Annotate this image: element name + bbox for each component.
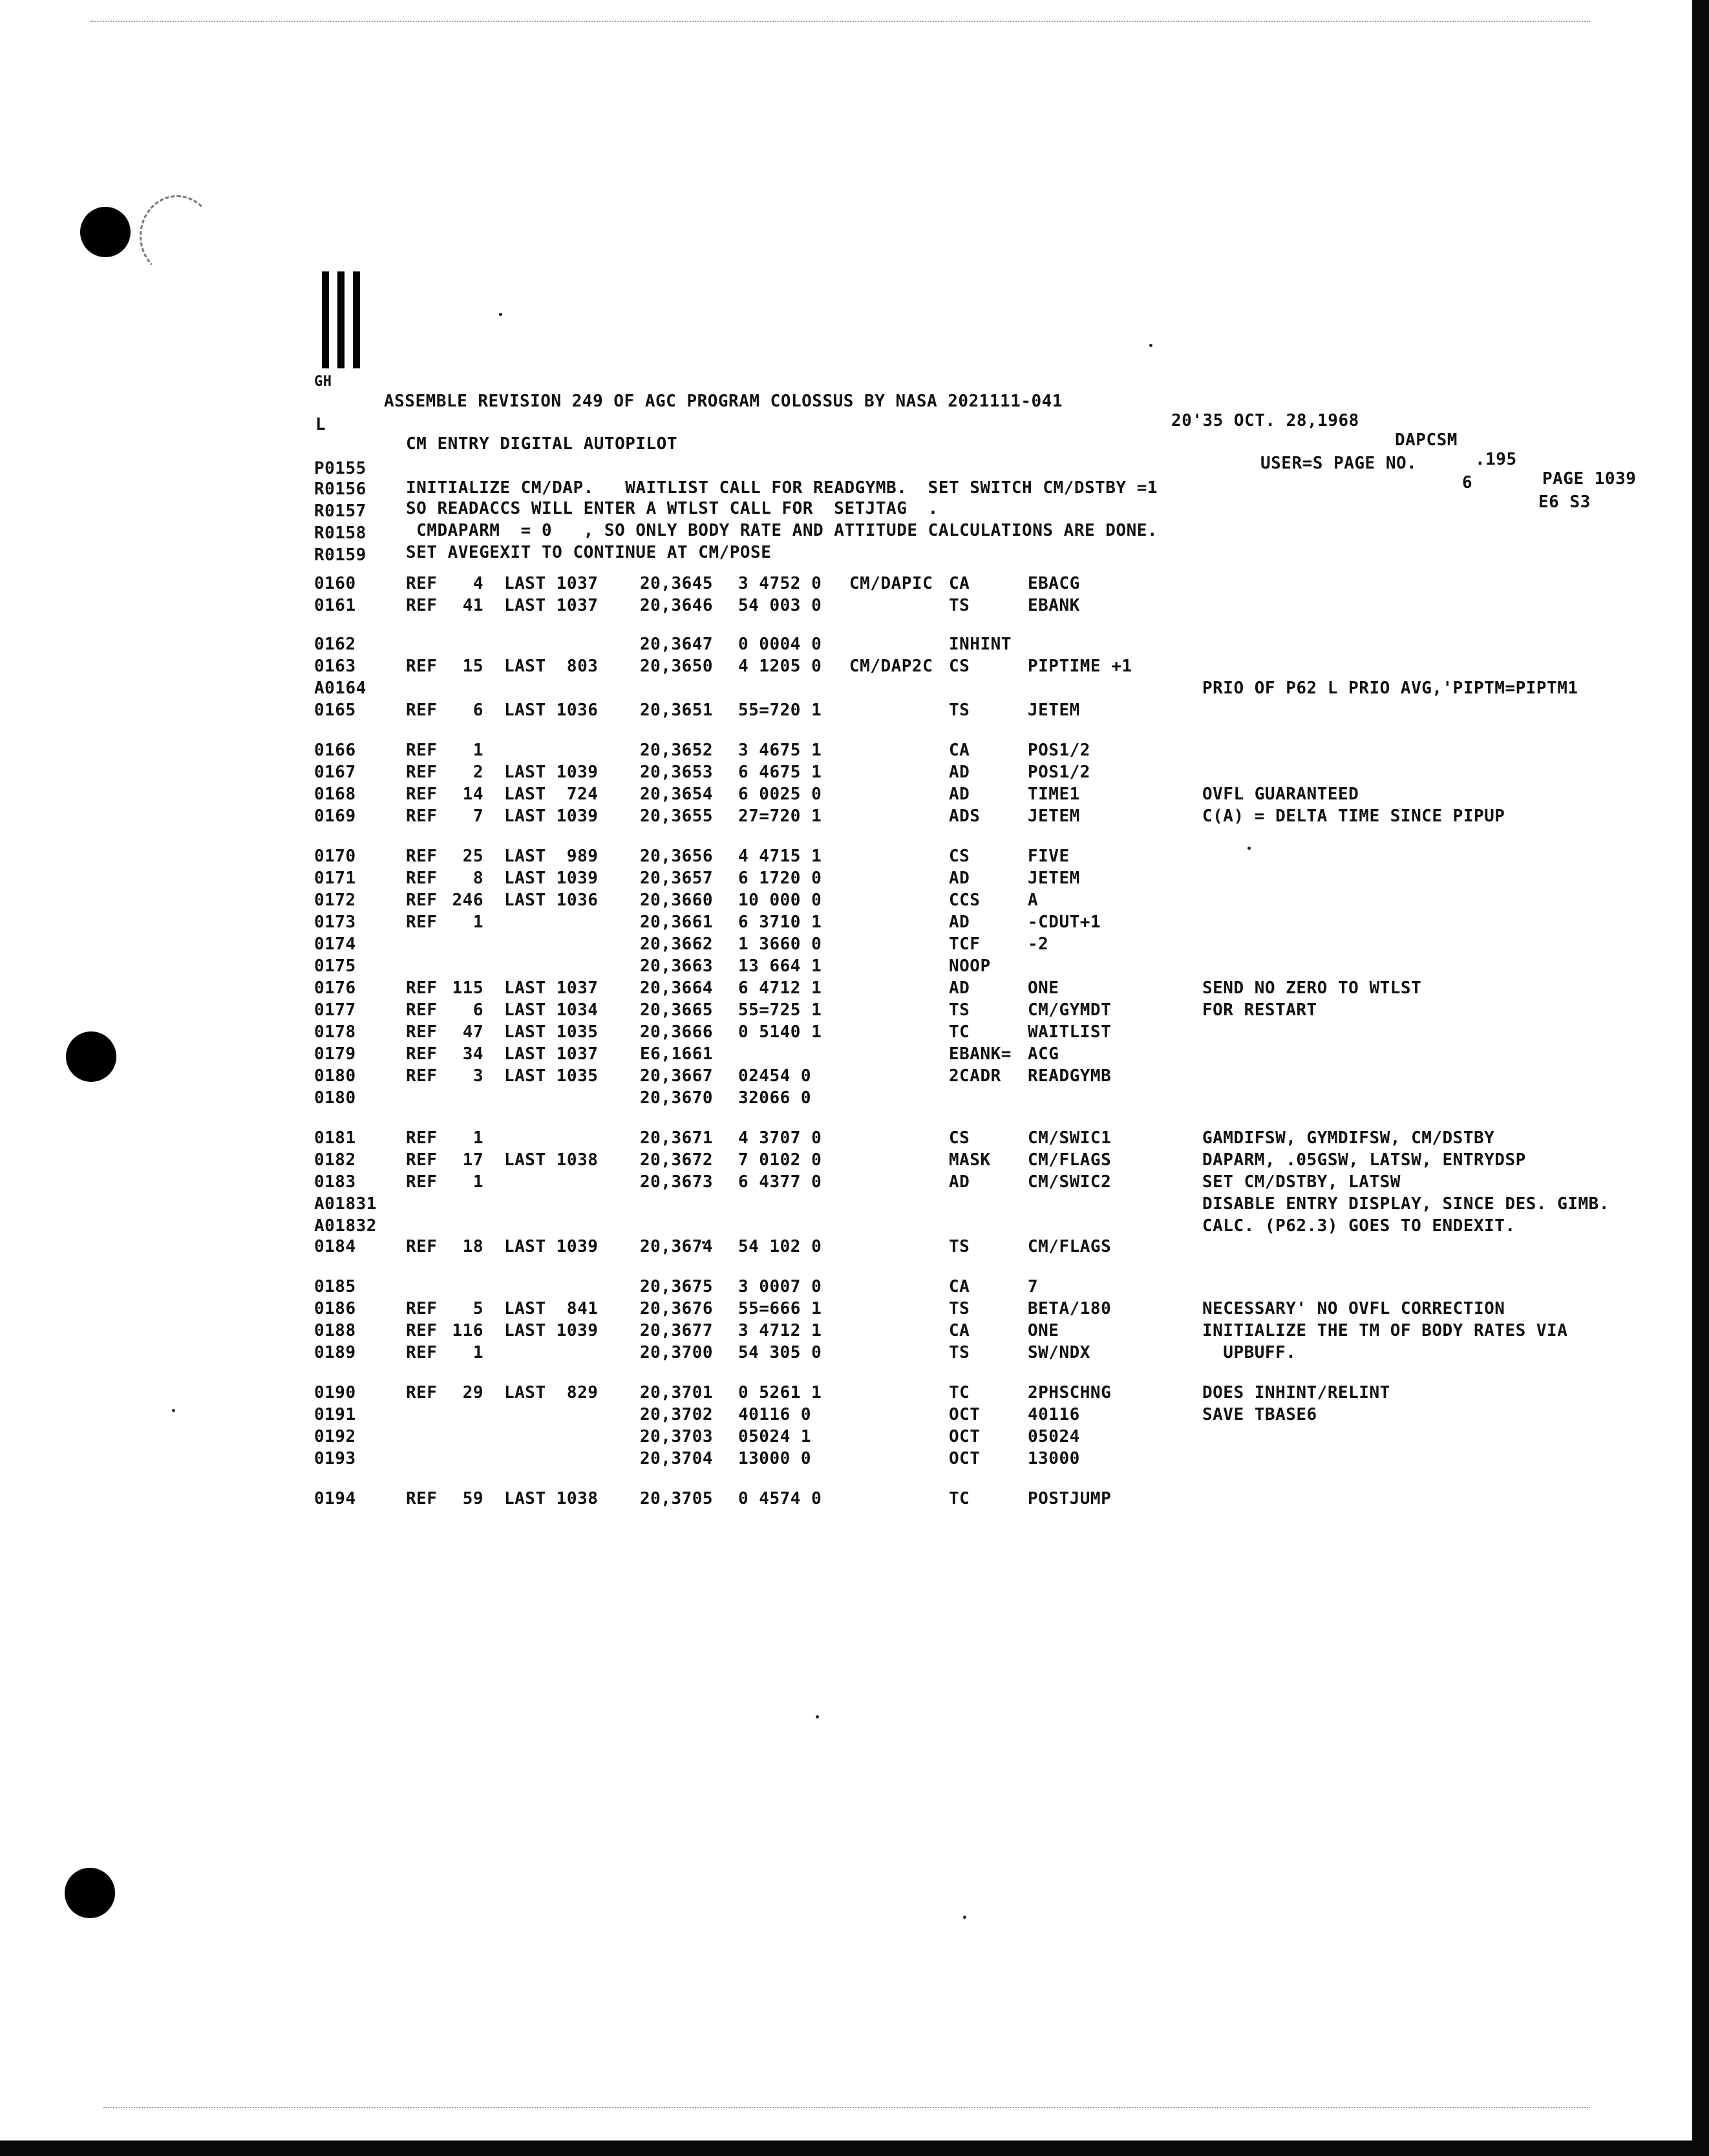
- line-number: 0172: [314, 891, 356, 910]
- octal-code: 32066 0: [738, 1088, 812, 1108]
- line-number: 0194: [314, 1489, 356, 1508]
- remark-text: SO READACCS WILL ENTER A WTLST CALL FOR SETJTAG .: [406, 499, 939, 518]
- line-number: A0164: [314, 679, 366, 698]
- opcode: AD: [949, 1172, 970, 1192]
- opcode: OCT: [949, 1449, 981, 1468]
- ref-count: 17: [462, 1150, 483, 1170]
- operand: JETEM: [1028, 701, 1080, 720]
- ref-label: REF: [406, 978, 438, 998]
- opcode: TC: [949, 1489, 970, 1508]
- header-mark: GH: [314, 374, 332, 390]
- operand: TIME1: [1028, 785, 1080, 804]
- line-number: 0186: [314, 1299, 356, 1318]
- line-number: 0160: [314, 574, 356, 593]
- opcode: INHINT: [949, 635, 1012, 654]
- octal-code: 54 102 0: [738, 1237, 822, 1256]
- ref-count: 29: [462, 1383, 483, 1402]
- address: 20,3662: [640, 935, 714, 954]
- line-number: 0177: [314, 1000, 356, 1020]
- opcode: TC: [949, 1383, 970, 1402]
- line-number: 0179: [314, 1044, 356, 1064]
- ref-label: REF: [406, 657, 438, 676]
- ref-count: 1: [472, 1128, 483, 1148]
- ref-count: 6: [472, 1000, 483, 1020]
- line-number: 0167: [314, 763, 356, 782]
- opcode: TS: [949, 1000, 970, 1020]
- ref-label: REF: [406, 1000, 438, 1020]
- line-number: 0174: [314, 935, 356, 954]
- comment: DAPARM, .05GSW, LATSW, ENTRYDSP: [1202, 1150, 1526, 1170]
- punch-hole-middle: [66, 1031, 116, 1082]
- octal-code: 3 4675 1: [738, 741, 822, 760]
- octal-code: 6 4675 1: [738, 763, 822, 782]
- octal-code: 7 0102 0: [738, 1150, 822, 1170]
- address: 20,3667: [640, 1066, 714, 1086]
- ref-count: 3: [472, 1066, 483, 1086]
- remark-id: R0157: [314, 502, 366, 521]
- header-title: ASSEMBLE REVISION 249 OF AGC PROGRAM COLOSSUS BY NASA 2021111-041: [384, 392, 1063, 411]
- header-datetime: 20'35 OCT. 28,1968: [1171, 411, 1359, 430]
- operand: ONE: [1028, 1321, 1059, 1340]
- ref-count: 6: [472, 701, 483, 720]
- ref-count: 8: [472, 869, 483, 888]
- ref-count: 18: [462, 1237, 483, 1256]
- opcode: TCF: [949, 935, 981, 954]
- address: 20,3661: [640, 913, 714, 932]
- last-ref: LAST 1039: [504, 807, 599, 826]
- octal-code: 05024 1: [738, 1427, 812, 1446]
- address: E6,1661: [640, 1044, 714, 1064]
- line-number: 0170: [314, 847, 356, 866]
- line-number: 0180: [314, 1088, 356, 1108]
- address: 20,3676: [640, 1299, 714, 1318]
- operand: POS1/2: [1028, 763, 1090, 782]
- line-number: 0180: [314, 1066, 356, 1086]
- scan-speck: [172, 1409, 175, 1412]
- octal-code: 55=725 1: [738, 1000, 822, 1020]
- address: 20,3671: [640, 1128, 714, 1148]
- ref-label: REF: [406, 1237, 438, 1256]
- opcode: CA: [949, 1277, 970, 1296]
- ref-count: 7: [472, 807, 483, 826]
- octal-code: 13 664 1: [738, 956, 822, 976]
- opcode: OCT: [949, 1405, 981, 1424]
- line-number: 0192: [314, 1427, 356, 1446]
- line-number: 0163: [314, 657, 356, 676]
- line-number: 0181: [314, 1128, 356, 1148]
- ref-count: 5: [472, 1299, 483, 1318]
- ref-count: 115: [452, 978, 483, 998]
- ref-label: REF: [406, 1321, 438, 1340]
- ref-label: REF: [406, 1383, 438, 1402]
- last-ref: LAST 1039: [504, 1237, 599, 1256]
- octal-code: 40116 0: [738, 1405, 812, 1424]
- operand: 7: [1028, 1277, 1039, 1296]
- operand: FIVE: [1028, 847, 1070, 866]
- ref-count: 2: [472, 763, 483, 782]
- octal-code: 4 4715 1: [738, 847, 822, 866]
- operand: WAITLIST: [1028, 1022, 1112, 1042]
- ref-count: 1: [472, 1172, 483, 1192]
- opcode: TS: [949, 1299, 970, 1318]
- ref-count: 59: [462, 1489, 483, 1508]
- ref-count: 1: [472, 1343, 483, 1362]
- operand: 2PHSCHNG: [1028, 1383, 1112, 1402]
- comment: OVFL GUARANTEED: [1202, 785, 1359, 804]
- ref-label: REF: [406, 701, 438, 720]
- operand: POS1/2: [1028, 741, 1090, 760]
- operand: SW/NDX: [1028, 1343, 1090, 1362]
- punch-hole-ring: [140, 195, 215, 277]
- opcode: CS: [949, 847, 970, 866]
- octal-code: 3 4752 0: [738, 574, 822, 593]
- ref-label: REF: [406, 1128, 438, 1148]
- ref-label: REF: [406, 847, 438, 866]
- remark-text: SET AVEGEXIT TO CONTINUE AT CM/POSE: [406, 543, 772, 562]
- operand: -CDUT+1: [1028, 913, 1101, 932]
- octal-code: 6 4712 1: [738, 978, 822, 998]
- last-ref: LAST 1036: [504, 891, 599, 910]
- operand: JETEM: [1028, 869, 1080, 888]
- line-number: 0188: [314, 1321, 356, 1340]
- last-ref: LAST 1034: [504, 1000, 599, 1020]
- octal-code: 0 5140 1: [738, 1022, 822, 1042]
- subheader-l: L: [315, 415, 326, 434]
- last-ref: LAST 829: [504, 1383, 599, 1402]
- line-number: 0190: [314, 1383, 356, 1402]
- punch-hole-top: [80, 207, 131, 257]
- address: 20,3673: [640, 1172, 714, 1192]
- octal-code: 27=720 1: [738, 807, 822, 826]
- header-rev: .195: [1475, 450, 1517, 469]
- ref-count: 1: [472, 913, 483, 932]
- operand: EBANK: [1028, 596, 1080, 615]
- operand: ACG: [1028, 1044, 1059, 1064]
- punch-hole-bottom: [65, 1868, 115, 1918]
- address: 20,3664: [640, 978, 714, 998]
- ref-label: REF: [406, 1150, 438, 1170]
- scan-speck: [963, 1916, 966, 1919]
- line-number: 0173: [314, 913, 356, 932]
- last-ref: LAST 1039: [504, 869, 599, 888]
- opcode: TS: [949, 1237, 970, 1256]
- address: 20,3645: [640, 574, 714, 593]
- ref-label: REF: [406, 1172, 438, 1192]
- octal-code: 54 305 0: [738, 1343, 822, 1362]
- line-number: 0162: [314, 635, 356, 654]
- address: 20,3665: [640, 1000, 714, 1020]
- line-number: 0193: [314, 1449, 356, 1468]
- ref-count: 246: [452, 891, 483, 910]
- opcode: AD: [949, 869, 970, 888]
- octal-code: 6 1720 0: [738, 869, 822, 888]
- octal-code: 4 3707 0: [738, 1128, 822, 1148]
- opcode: AD: [949, 913, 970, 932]
- operand: READGYMB: [1028, 1066, 1112, 1086]
- octal-code: 4 1205 0: [738, 657, 822, 676]
- operand: CM/FLAGS: [1028, 1237, 1112, 1256]
- opcode: 2CADR: [949, 1066, 1001, 1086]
- last-ref: LAST 1037: [504, 1044, 599, 1064]
- opcode: CA: [949, 1321, 970, 1340]
- ref-label: REF: [406, 913, 438, 932]
- scan-speck: [1149, 344, 1152, 347]
- comment: INITIALIZE THE TM OF BODY RATES VIA: [1202, 1321, 1568, 1340]
- octal-code: 1 3660 0: [738, 935, 822, 954]
- opcode: TS: [949, 701, 970, 720]
- octal-code: 0 4574 0: [738, 1489, 822, 1508]
- operand: -2: [1028, 935, 1049, 954]
- line-number: A01832: [314, 1216, 377, 1236]
- line-number: 0171: [314, 869, 356, 888]
- address: 20,3705: [640, 1489, 714, 1508]
- operand: ONE: [1028, 978, 1059, 998]
- octal-code: 0 0004 0: [738, 635, 822, 654]
- symbol-label: CM/DAPIC: [849, 574, 933, 593]
- address: 20,3652: [640, 741, 714, 760]
- scan-speck: [499, 313, 502, 316]
- octal-code: 55=720 1: [738, 701, 822, 720]
- opcode: CCS: [949, 891, 981, 910]
- ref-count: 25: [462, 847, 483, 866]
- address: 20,3654: [640, 785, 714, 804]
- comment: CALC. (P62.3) GOES TO ENDEXIT.: [1202, 1216, 1516, 1236]
- address: 20,3674: [640, 1237, 714, 1256]
- address: 20,3656: [640, 847, 714, 866]
- remark-text: INITIALIZE CM/DAP. WAITLIST CALL FOR READGYMB. SET SWITCH CM/DSTBY =1: [406, 478, 1158, 498]
- address: 20,3704: [640, 1449, 714, 1468]
- opcode: CS: [949, 1128, 970, 1148]
- octal-code: 55=666 1: [738, 1299, 822, 1318]
- address: 20,3670: [640, 1088, 714, 1108]
- header-page: PAGE 1039: [1542, 469, 1637, 489]
- comment: DOES INHINT/RELINT: [1202, 1383, 1390, 1402]
- octal-code: 54 003 0: [738, 596, 822, 615]
- comment: SAVE TBASE6: [1202, 1405, 1317, 1424]
- ref-label: REF: [406, 1044, 438, 1064]
- bank-label: E6 S3: [1538, 492, 1591, 512]
- symbol-label: CM/DAP2C: [849, 657, 933, 676]
- operand: JETEM: [1028, 807, 1080, 826]
- line-number: 0183: [314, 1172, 356, 1192]
- opcode: ADS: [949, 807, 981, 826]
- last-ref: LAST 1039: [504, 1321, 599, 1340]
- opcode: TS: [949, 1343, 970, 1362]
- operand: CM/FLAGS: [1028, 1150, 1112, 1170]
- ref-count: 1: [472, 741, 483, 760]
- line-number: 0168: [314, 785, 356, 804]
- opcode: MASK: [949, 1150, 991, 1170]
- opcode: OCT: [949, 1427, 981, 1446]
- last-ref: LAST 724: [504, 785, 599, 804]
- line-number: 0191: [314, 1405, 356, 1424]
- comment: DISABLE ENTRY DISPLAY, SINCE DES. GIMB.: [1202, 1194, 1609, 1214]
- octal-code: 02454 0: [738, 1066, 812, 1086]
- ref-label: REF: [406, 1343, 438, 1362]
- opcode: TC: [949, 1022, 970, 1042]
- ref-count: 14: [462, 785, 483, 804]
- opcode: CA: [949, 574, 970, 593]
- address: 20,3672: [640, 1150, 714, 1170]
- line-number: 0178: [314, 1022, 356, 1042]
- scan-speck: [1247, 847, 1251, 850]
- operand: EBACG: [1028, 574, 1080, 593]
- comment: FOR RESTART: [1202, 1000, 1317, 1020]
- last-ref: LAST 1037: [504, 978, 599, 998]
- address: 20,3663: [640, 956, 714, 976]
- last-ref: LAST 841: [504, 1299, 599, 1318]
- ref-label: REF: [406, 785, 438, 804]
- ref-count: 34: [462, 1044, 483, 1064]
- opcode: AD: [949, 978, 970, 998]
- line-number: 0182: [314, 1150, 356, 1170]
- address: 20,3677: [640, 1321, 714, 1340]
- ref-count: 116: [452, 1321, 483, 1340]
- ref-label: REF: [406, 807, 438, 826]
- ref-label: REF: [406, 574, 438, 593]
- address: 20,3646: [640, 596, 714, 615]
- scan-speck: [816, 1715, 819, 1718]
- file-marker-bars: [322, 271, 362, 368]
- last-ref: LAST 1038: [504, 1150, 599, 1170]
- octal-code: 6 0025 0: [738, 785, 822, 804]
- address: 20,3651: [640, 701, 714, 720]
- scan-border-bottom: [0, 2140, 1709, 2156]
- comment: SEND NO ZERO TO WTLST: [1202, 978, 1422, 998]
- scan-border-right: [1692, 0, 1709, 2156]
- operand: CM/SWIC2: [1028, 1172, 1112, 1192]
- comment: NECESSARY' NO OVFL CORRECTION: [1202, 1299, 1505, 1318]
- operand: 40116: [1028, 1405, 1080, 1424]
- opcode: NOOP: [949, 956, 991, 976]
- operand: CM/SWIC1: [1028, 1128, 1112, 1148]
- ref-label: REF: [406, 741, 438, 760]
- octal-code: 3 4712 1: [738, 1321, 822, 1340]
- opcode: CA: [949, 741, 970, 760]
- user-page-label: USER=S PAGE NO.: [1260, 454, 1417, 473]
- address: 20,3655: [640, 807, 714, 826]
- opcode: EBANK=: [949, 1044, 1012, 1064]
- line-number: 0165: [314, 701, 356, 720]
- address: 20,3700: [640, 1343, 714, 1362]
- scan-artifact-top: [90, 21, 1590, 23]
- address: 20,3657: [640, 869, 714, 888]
- opcode: AD: [949, 763, 970, 782]
- line-number: A01831: [314, 1194, 377, 1214]
- octal-code: 10 000 0: [738, 891, 822, 910]
- last-ref: LAST 1037: [504, 574, 599, 593]
- section-title: CM ENTRY DIGITAL AUTOPILOT: [406, 434, 677, 454]
- operand: BETA/180: [1028, 1299, 1112, 1318]
- last-ref: LAST 1035: [504, 1022, 599, 1042]
- ref-label: REF: [406, 763, 438, 782]
- remark-text: CMDAPARM = 0 , SO ONLY BODY RATE AND ATTITUDE CALCULATIONS ARE DONE.: [406, 521, 1158, 540]
- operand: 13000: [1028, 1449, 1080, 1468]
- line-number: 0184: [314, 1237, 356, 1256]
- ref-count: 15: [462, 657, 483, 676]
- last-ref: LAST 989: [504, 847, 599, 866]
- address: 20,3666: [640, 1022, 714, 1042]
- comment: PRIO OF P62 L PRIO AVG,'PIPTM=PIPTM1: [1202, 679, 1578, 698]
- line-number: 0161: [314, 596, 356, 615]
- ref-count: 41: [462, 596, 483, 615]
- remark-id: R0159: [314, 545, 366, 565]
- comment: UPBUFF.: [1202, 1343, 1297, 1362]
- operand: PIPTIME +1: [1028, 657, 1132, 676]
- line-number: 0175: [314, 956, 356, 976]
- address: 20,3702: [640, 1405, 714, 1424]
- ref-label: REF: [406, 596, 438, 615]
- comment: C(A) = DELTA TIME SINCE PIPUP: [1202, 807, 1505, 826]
- octal-code: 6 4377 0: [738, 1172, 822, 1192]
- user-page-number: 6: [1462, 473, 1473, 492]
- address: 20,3647: [640, 635, 714, 654]
- comment: GAMDIFSW, GYMDIFSW, CM/DSTBY: [1202, 1128, 1495, 1148]
- operand: POSTJUMP: [1028, 1489, 1112, 1508]
- address: 20,3653: [640, 763, 714, 782]
- address: 20,3701: [640, 1383, 714, 1402]
- last-ref: LAST 803: [504, 657, 599, 676]
- line-number: 0176: [314, 978, 356, 998]
- line-number: 0185: [314, 1277, 356, 1296]
- operand: CM/GYMDT: [1028, 1000, 1112, 1020]
- comment: SET CM/DSTBY, LATSW: [1202, 1172, 1401, 1192]
- address: 20,3650: [640, 657, 714, 676]
- last-ref: LAST 1035: [504, 1066, 599, 1086]
- ref-count: 47: [462, 1022, 483, 1042]
- ref-label: REF: [406, 1299, 438, 1318]
- opcode: AD: [949, 785, 970, 804]
- opcode: CS: [949, 657, 970, 676]
- operand: 05024: [1028, 1427, 1080, 1446]
- octal-code: 0 5261 1: [738, 1383, 822, 1402]
- line-number: 0166: [314, 741, 356, 760]
- operand: A: [1028, 891, 1039, 910]
- last-ref: LAST 1038: [504, 1489, 599, 1508]
- remark-id: R0158: [314, 523, 366, 543]
- octal-code: 6 3710 1: [738, 913, 822, 932]
- remark-id: R0156: [314, 480, 366, 499]
- address: 20,3660: [640, 891, 714, 910]
- ref-label: REF: [406, 869, 438, 888]
- line-number: 0169: [314, 807, 356, 826]
- address: 20,3675: [640, 1277, 714, 1296]
- line-number: 0189: [314, 1343, 356, 1362]
- ref-label: REF: [406, 891, 438, 910]
- opcode: TS: [949, 596, 970, 615]
- ref-label: REF: [406, 1489, 438, 1508]
- last-ref: LAST 1039: [504, 763, 599, 782]
- ref-label: REF: [406, 1066, 438, 1086]
- address: 20,3703: [640, 1427, 714, 1446]
- ref-count: 4: [472, 574, 483, 593]
- ref-label: REF: [406, 1022, 438, 1042]
- header-user: DAPCSM: [1395, 430, 1458, 450]
- last-ref: LAST 1037: [504, 596, 599, 615]
- octal-code: 3 0007 0: [738, 1277, 822, 1296]
- remark-id: P0155: [314, 459, 366, 478]
- last-ref: LAST 1036: [504, 701, 599, 720]
- scan-artifact-bottom: [103, 2107, 1590, 2109]
- octal-code: 13000 0: [738, 1449, 812, 1468]
